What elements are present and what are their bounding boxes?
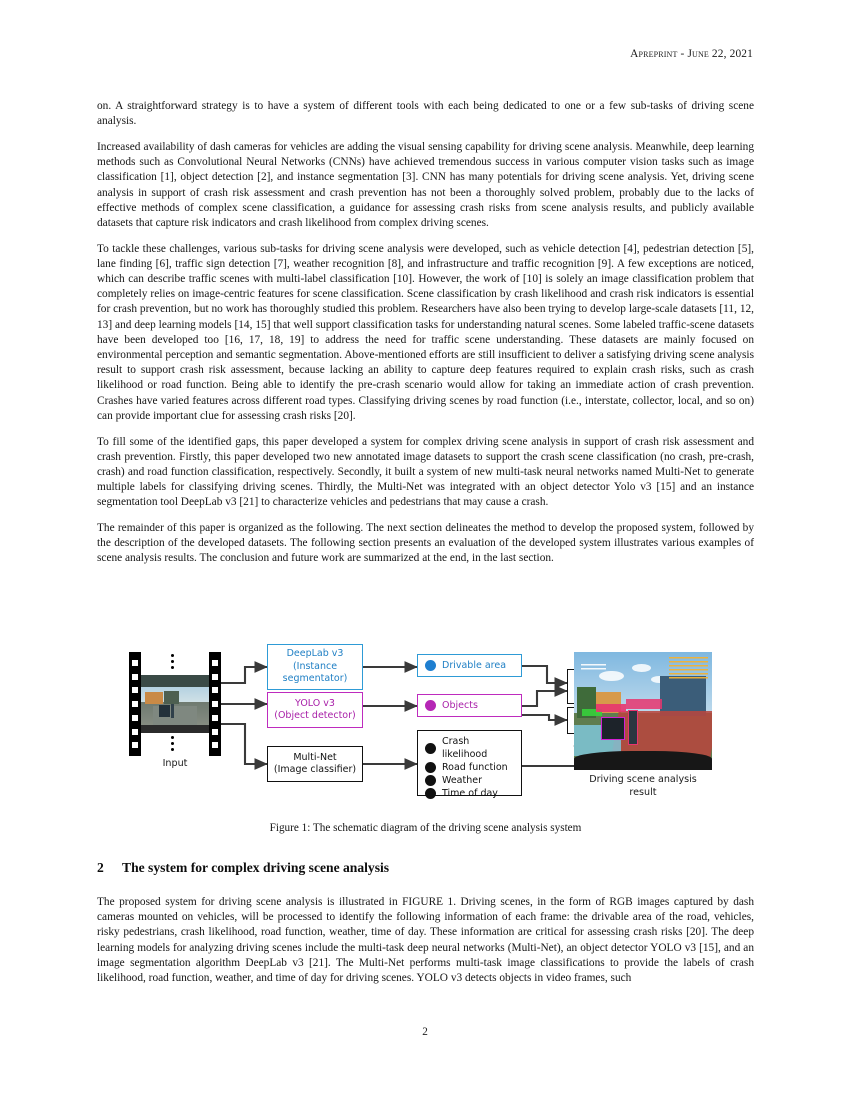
list-item [425,774,515,787]
section-number: 2 [97,860,104,875]
output-objects [417,694,522,717]
result-image [574,652,712,770]
road-function-dot-icon [425,762,436,773]
running-header-prefix: A [630,48,639,60]
running-header [97,48,753,60]
deeplab-sub2: segmentator) [282,673,348,685]
paragraph: Increased availability of dash cameras for vehicles are adding the visual sensing capability for driving scene analysis. Meanwhile, deep learning methods such as Convolutional Neural Networks (CNNs) have achieved tremendous success in various computer vision tasks such as image classification [1], object detection [2], and instance segmentation [3]. CNN has many potentials for driving scene analysis. Yet, driving scene analysis in support of crash risk assessment and crash prevention has not been a thoroughly solved problem, probably due to the lacks of effective methods of complex scene classification, a guidance for assessing crash risks from scene analysis results, and publicly available datasets that capture risk indicators and crash likelihood from complex driving scenes. [97,140,754,229]
crash-likelihood-dot-icon [425,743,436,754]
multinet-title: Multi-Net [293,751,337,763]
input-frame-photo [141,675,209,733]
paragraph: on. A straightforward strategy is to have a system of different tools with each being dedicated to one or a few sub-tasks of driving scene analysis. [97,100,754,128]
time-of-day-dot-icon [425,788,436,799]
paragraph: The proposed system for driving scene analysis is illustrated in FIGURE 1. Driving scenes, in the form of RGB images captured by dash cameras mounted on vehicles, will be processed to identify the following information of each frame: the drivable area of the road, vehicles, risky pedestrians, crash likelihood, road function, weather, time of day. These information are critical for assessing crash risks [20]. The deep learning models for analyzing driving scenes include the multi-task deep neural networks (Multi-Net), an object detector YOLO v3 [15], and an image segmentation algorithm DeepLab v3 [21]. The Multi-Net performs multi-task image classifications to provide the labels of crash likelihood, road function, weather, and time of day for driving scenes. YOLO v3 detects objects in video frames, such [97,896,754,985]
classifier-output-list [417,730,522,799]
frames-ellipsis-bottom [171,736,175,754]
output-drivable-area [417,654,522,677]
yolo-title: YOLO v3 [295,697,335,709]
crash-likelihood-label: Crash likelihood [442,736,488,760]
model-box-yolo [267,692,363,728]
objects-label: Objects [442,700,478,711]
model-box-multinet [267,746,363,782]
input-filmstrip [129,652,221,756]
time-of-day-label: Time of day [442,788,498,799]
deeplab-title: DeepLab v3 [286,648,344,660]
list-item [425,735,515,761]
figure-caption: Figure 1: The schematic diagram of the driving scene analysis system [269,822,582,834]
weather-label: Weather [442,775,482,786]
section-title: The system for complex driving scene analysis [122,860,390,875]
section-body [97,895,754,986]
drivable-area-label: Drivable area [442,660,507,671]
list-item [425,787,515,800]
page-number: 2 [422,1026,428,1038]
schematic-diagram [97,636,754,808]
yolo-sub1: (Object detector) [274,710,356,721]
result-caption [550,774,736,799]
input-label: Input [162,758,188,769]
paragraph: The remainder of this paper is organized as the following. The next section delineates the method to develop the proposed system, followed by the description of the developed datasets. The following section presents an evaluation of the developed system illustrates various examples of scene analysis results. The conclusion and future work are summarized at the end, in the last section. [97,522,754,565]
model-box-deeplab [267,644,363,690]
result-caption-line2: result [629,786,657,798]
objects-dot-icon [425,700,436,711]
frames-ellipsis-top [171,654,175,672]
list-item [425,761,515,774]
deeplab-sub1: (Instance [292,660,338,672]
paragraph: To fill some of the identified gaps, this paper developed a system for complex driving scene analysis in support of crash risk assessment and crash prevention. Firstly, this paper developed two new annotated image datasets to support the crash scene classification (no crash, pre-crash, crash) and road function classification, respectively. Secondly, it built a system of new multi-task neural networks named Multi-Net to generate multiple labels for classifying driving scenes. Thirdly, the Multi-Net was integrated with an object detector Yolo v3 [15] and an instance segmentation tool DeepLab v3 [21] to characterize vehicles and pedestrians that may cause a crash. [97,435,754,509]
drivable-area-dot-icon [425,660,436,671]
filmstrip-sprockets-left [129,652,141,756]
multinet-sub1: (Image classifier) [273,764,357,775]
running-header-main: preprint - June 22, 2021 [638,48,753,60]
paragraph: To tackle these challenges, various sub-tasks for driving scene analysis were developed, such as vehicle detection [4], pedestrian detection [5], lane finding [6], traffic sign detection [7], weather recognition [8], and infrastructure and traffic recognition [9]. A few exceptions are noticed, which can describe traffic scenes with multi-label classification [10]. However, the work of [10] is solely an image classification problem that completely relies on image-centric features for scene classification. Scene classification by crash likelihood and crash risk indicators is essential for crash prevention, but no work has thoroughly studied this problem. Researchers have also been trying to develop large-scale datasets [11, 12, 13] and deep learning models [14, 15] that well support classification tasks for understanding natural scenes. Some labeled traffic-scene datasets have been developed too [16, 17, 18, 19] to address the need for traffic scene understanding. These datasets are mainly focused on environmental perception and semantic segmentation. Above-mentioned efforts are still insufficient to deliver a satisfying driving scene analysis result to support crash risk assessment, because lacking an ability to capture deep features required to explain crash risks, such as crash likelihood or road function. Being able to identify the pre-crash scenario would allow for taking an immediate action of crash prevention. Crashes have varied features across different road types. Classifying driving scenes by road function (i.e., interstate, collector, local, and so on) can provide important clue for assessing crash risks [20]. [97,242,754,422]
filmstrip-sprockets-right [209,652,221,756]
weather-dot-icon [425,775,436,786]
section-heading [97,860,754,876]
body-column [97,99,754,567]
figure-1 [97,636,754,834]
road-function-label: Road function [442,762,508,773]
result-caption-line1: Driving scene analysis [589,774,697,785]
